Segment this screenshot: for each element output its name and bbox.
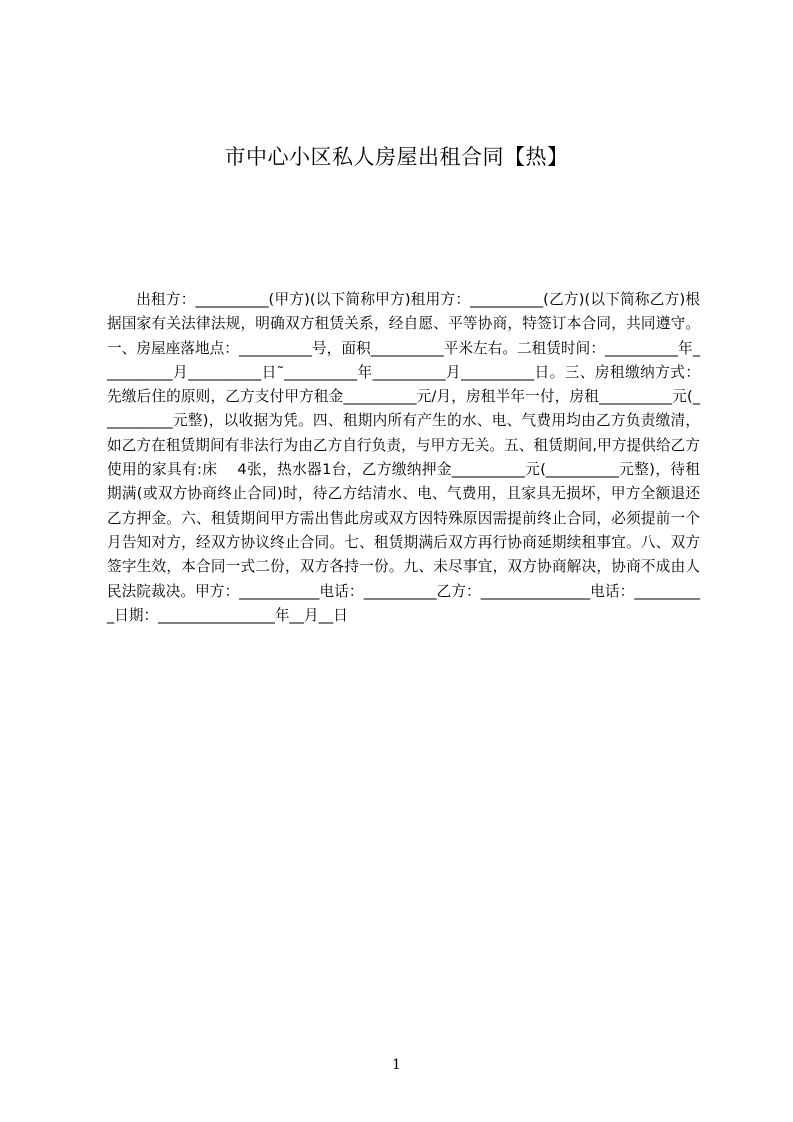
page-number: 1 bbox=[392, 1057, 401, 1073]
contract-body-text: 出租方：__________(甲方)(以下简称甲方)租用方：__________(乙方)(以下简称乙方)根据国家有关法律法规，明确双方租赁关系，经自愿、平等协商，特签订本合同，共同遵守。一、房屋座落地点：__________号，面积__________平米左右。二租赁时间：__________年__________月__________日˜__________年__________月__________日。三、房租缴纳方式：先缴后住的原则，乙方支付甲方租金__________元/月，房租半年一付，房租__________元(__________元整)，以收据为凭。四、租期内所有产生的水、电、气费用均由乙方负责缴清，如乙方在租赁期间有非法行为由乙方自行负责，与甲方无关。五、租赁期间,甲方提供给乙方使用的家具有:床 4张，热水器1台，乙方缴纳押金__________元(__________元整)，待租期满(或双方协商终止合同)时，待乙方结清水、电、气费用，且家具无损坏，甲方全额退还乙方押金。六、租赁期间甲方需出售此房或双方因特殊原因需提前终止合同，必须提前一个月告知对方，经双方协议终止合同。七、租赁期满后双方再行协商延期续租事宜。八、双方签字生效，本合同一式二份，双方各持一份。九、未尽事宜，双方协商解决，协商不成由人民法院裁决。甲方：___________电话：__________乙方：_______________电话：__________日期：________________年__月__日 bbox=[107, 291, 700, 624]
document-title: 市中心小区私人房屋出租合同【热】 bbox=[224, 145, 569, 169]
